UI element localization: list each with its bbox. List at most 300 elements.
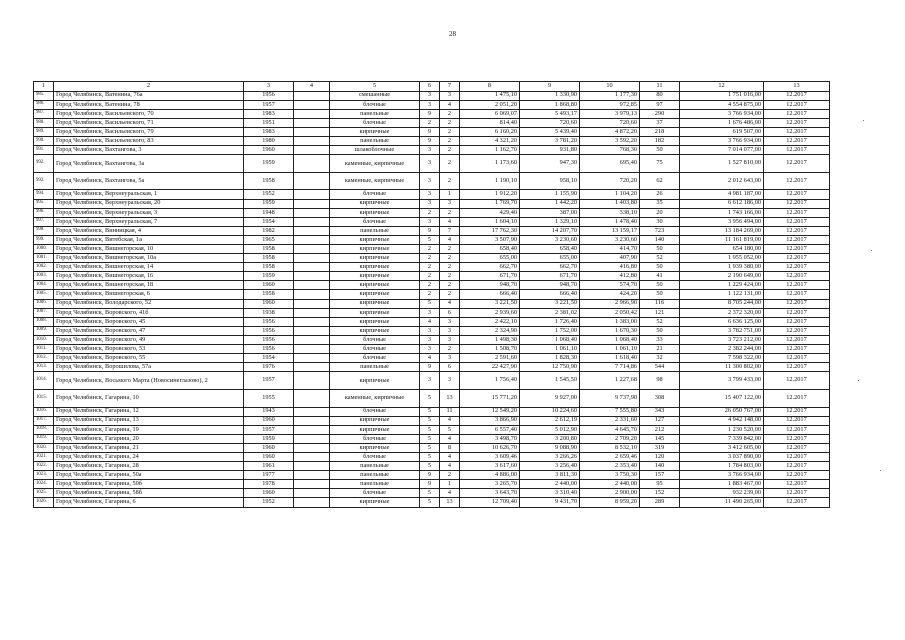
cell-address: Город Челябинск, Гагарина, 50б bbox=[54, 480, 244, 489]
cell-entrances: 2 bbox=[440, 254, 460, 263]
cell-address: Город Челябинск, Восьмого Марта (Новосинеглазово), 2 bbox=[54, 372, 244, 390]
cell-floors: 5 bbox=[420, 462, 440, 471]
cell-wall-material: кирпичные bbox=[330, 199, 420, 208]
cell-deadline: 12.2017 bbox=[764, 290, 830, 299]
cell-residential-area: 768,30 bbox=[580, 146, 640, 155]
cell-residents: 319 bbox=[640, 443, 680, 452]
cell-wall-material: блочные bbox=[330, 100, 420, 109]
cell-entrances: 2 bbox=[440, 137, 460, 146]
cell-deadline: 12.2017 bbox=[764, 155, 830, 173]
cell-address: Город Челябинск, Гагарина, 20 bbox=[54, 434, 244, 443]
cell-wall-material: блочные bbox=[330, 345, 420, 354]
column-number-13: 13 bbox=[764, 82, 830, 92]
cell-residents: 116 bbox=[640, 299, 680, 308]
cell-wall-material: панельные bbox=[330, 226, 420, 235]
cell-deadline: 12.2017 bbox=[764, 363, 830, 372]
cell-build-year: 1959 bbox=[244, 434, 294, 443]
cell-row-number: 1016. bbox=[34, 407, 54, 416]
cell-floors: 9 bbox=[420, 137, 440, 146]
cell-total-area: 4 886,00 bbox=[460, 471, 520, 480]
cell-build-year: 1955 bbox=[244, 389, 294, 407]
cell-address: Город Челябинск, Володарского, 52 bbox=[54, 299, 244, 308]
table-row bbox=[34, 190, 830, 199]
cell-wall-material: кирпичные bbox=[330, 299, 420, 308]
cell-address: Город Челябинск, Вишнегорская, 16 bbox=[54, 272, 244, 281]
cell-deadline: 12.2017 bbox=[764, 91, 830, 100]
table-row bbox=[34, 354, 830, 363]
cell-address: Город Челябинск, Верхнеуральская, 7 bbox=[54, 217, 244, 226]
cell-total-area: 666,40 bbox=[460, 290, 520, 299]
cell-total-area: 2 591,60 bbox=[460, 354, 520, 363]
cell-floors: 3 bbox=[420, 345, 440, 354]
cell-deadline: 12.2017 bbox=[764, 281, 830, 290]
table-row bbox=[34, 489, 830, 498]
cell-floors: 5 bbox=[420, 489, 440, 498]
cell-empty bbox=[294, 434, 330, 443]
cell-deadline: 12.2017 bbox=[764, 434, 830, 443]
cell-total-area: 1 173,60 bbox=[460, 155, 520, 173]
cell-living-area: 3 230,60 bbox=[520, 235, 580, 244]
cell-row-number: 1005. bbox=[34, 290, 54, 299]
cell-repair-cost: 1 784 803,00 bbox=[680, 462, 764, 471]
cell-floors: 3 bbox=[420, 91, 440, 100]
column-number-11: 11 bbox=[640, 82, 680, 92]
cell-row-number: 1021. bbox=[34, 452, 54, 461]
cell-floors: 3 bbox=[420, 335, 440, 344]
cell-repair-cost: 1 230 520,00 bbox=[680, 425, 764, 434]
cell-row-number: 1008. bbox=[34, 317, 54, 326]
cell-wall-material: блочные bbox=[330, 489, 420, 498]
cell-repair-cost: 1 939 380,00 bbox=[680, 263, 764, 272]
cell-residents: 62 bbox=[640, 172, 680, 190]
cell-entrances: 2 bbox=[440, 245, 460, 254]
cell-total-area: 671,70 bbox=[460, 272, 520, 281]
scan-speck bbox=[871, 250, 872, 251]
cell-empty bbox=[294, 471, 330, 480]
cell-total-area: 15 771,20 bbox=[460, 389, 520, 407]
cell-living-area: 1 726,40 bbox=[520, 317, 580, 326]
cell-residents: 75 bbox=[640, 155, 680, 173]
cell-wall-material: кирпичные bbox=[330, 290, 420, 299]
cell-residents: 140 bbox=[640, 462, 680, 471]
cell-living-area: 3 221,50 bbox=[520, 299, 580, 308]
cell-deadline: 12.2017 bbox=[764, 462, 830, 471]
cell-entrances: 6 bbox=[440, 363, 460, 372]
cell-address: Город Челябинск, Воровского, 47 bbox=[54, 326, 244, 335]
cell-entrances: 2 bbox=[440, 272, 460, 281]
cell-living-area: 387,00 bbox=[520, 208, 580, 217]
cell-build-year: 1957 bbox=[244, 100, 294, 109]
cell-empty bbox=[294, 372, 330, 390]
cell-repair-cost: 2 012 643,00 bbox=[680, 172, 764, 190]
cell-living-area: 671,70 bbox=[520, 272, 580, 281]
cell-total-area: 814,40 bbox=[460, 118, 520, 127]
cell-deadline: 12.2017 bbox=[764, 190, 830, 199]
cell-repair-cost: 2 190 649,00 bbox=[680, 272, 764, 281]
cell-row-number: 1007. bbox=[34, 308, 54, 317]
cell-repair-cost: 619 507,00 bbox=[680, 127, 764, 136]
cell-repair-cost: 3 723 212,00 bbox=[680, 335, 764, 344]
cell-living-area: 2 381,02 bbox=[520, 308, 580, 317]
cell-total-area: 3 265,70 bbox=[460, 480, 520, 489]
cell-living-area: 666,40 bbox=[520, 290, 580, 299]
cell-residential-area: 3 230,60 bbox=[580, 235, 640, 244]
cell-repair-cost: 11 300 802,00 bbox=[680, 363, 764, 372]
cell-address: Город Челябинск, Васильевского, 70 bbox=[54, 109, 244, 118]
table-row bbox=[34, 272, 830, 281]
cell-total-area: 3 221,50 bbox=[460, 299, 520, 308]
cell-floors: 3 bbox=[420, 372, 440, 390]
cell-residential-area: 2 440,00 bbox=[580, 480, 640, 489]
cell-residents: 52 bbox=[640, 254, 680, 263]
cell-empty bbox=[294, 317, 330, 326]
cell-empty bbox=[294, 290, 330, 299]
cell-living-area: 5 012,90 bbox=[520, 425, 580, 434]
cell-floors: 2 bbox=[420, 245, 440, 254]
cell-residents: 32 bbox=[640, 354, 680, 363]
cell-floors: 3 bbox=[420, 308, 440, 317]
cell-build-year: 1958 bbox=[244, 254, 294, 263]
cell-floors: 9 bbox=[420, 109, 440, 118]
cell-empty bbox=[294, 489, 330, 498]
cell-empty bbox=[294, 462, 330, 471]
cell-build-year: 1948 bbox=[244, 208, 294, 217]
cell-total-area: 3 617,60 bbox=[460, 462, 520, 471]
cell-address: Город Челябинск, Воровского, 41б bbox=[54, 308, 244, 317]
cell-wall-material: панельные bbox=[330, 462, 420, 471]
cell-wall-material: панельные bbox=[330, 137, 420, 146]
cell-floors: 5 bbox=[420, 434, 440, 443]
cell-entrances: 3 bbox=[440, 335, 460, 344]
page-number: 28 bbox=[449, 30, 456, 38]
column-number-6: 6 bbox=[420, 82, 440, 92]
cell-residents: 145 bbox=[640, 434, 680, 443]
cell-floors: 9 bbox=[420, 226, 440, 235]
cell-residential-area: 3 750,30 bbox=[580, 471, 640, 480]
cell-entrances: 13 bbox=[440, 389, 460, 407]
cell-build-year: 1983 bbox=[244, 109, 294, 118]
cell-repair-cost: 1 527 810,00 bbox=[680, 155, 764, 173]
cell-entrances: 5 bbox=[440, 425, 460, 434]
cell-repair-cost: 1 883 467,00 bbox=[680, 480, 764, 489]
cell-floors: 2 bbox=[420, 208, 440, 217]
cell-living-area: 958,10 bbox=[520, 172, 580, 190]
scan-speck bbox=[863, 120, 864, 121]
cell-entrances: 11 bbox=[440, 407, 460, 416]
cell-row-number: 995. bbox=[34, 199, 54, 208]
cell-floors: 2 bbox=[420, 290, 440, 299]
cell-repair-cost: 4 942 148,00 bbox=[680, 416, 764, 425]
cell-residents: 289 bbox=[640, 498, 680, 507]
cell-repair-cost: 4 981 187,00 bbox=[680, 190, 764, 199]
cell-address: Город Челябинск, Ватенина, 78 bbox=[54, 100, 244, 109]
cell-build-year: 1978 bbox=[244, 480, 294, 489]
cell-wall-material: каменные, кирпичные bbox=[330, 155, 420, 173]
table-row bbox=[34, 109, 830, 118]
cell-build-year: 1958 bbox=[244, 290, 294, 299]
cell-floors: 3 bbox=[420, 172, 440, 190]
cell-residential-area: 972,85 bbox=[580, 100, 640, 109]
cell-build-year: 1960 bbox=[244, 443, 294, 452]
cell-build-year: 1951 bbox=[244, 118, 294, 127]
cell-floors: 9 bbox=[420, 480, 440, 489]
table-row bbox=[34, 326, 830, 335]
cell-total-area: 948,70 bbox=[460, 281, 520, 290]
cell-wall-material: панельные bbox=[330, 363, 420, 372]
cell-floors: 3 bbox=[420, 155, 440, 173]
table-row bbox=[34, 254, 830, 263]
cell-address: Город Челябинск, Воровского, 45 bbox=[54, 317, 244, 326]
cell-build-year: 1960 bbox=[244, 416, 294, 425]
cell-residents: 120 bbox=[640, 452, 680, 461]
cell-total-area: 3 609,46 bbox=[460, 452, 520, 461]
cell-row-number: 1026. bbox=[34, 498, 54, 507]
cell-row-number: 1014. bbox=[34, 372, 54, 390]
cell-living-area: 1 828,30 bbox=[520, 354, 580, 363]
column-number-7: 7 bbox=[440, 82, 460, 92]
cell-deadline: 12.2017 bbox=[764, 452, 830, 461]
cell-repair-cost: 7 014 077,00 bbox=[680, 146, 764, 155]
cell-total-area: 3 643,70 bbox=[460, 489, 520, 498]
cell-living-area: 1 068,40 bbox=[520, 335, 580, 344]
cell-living-area: 948,70 bbox=[520, 281, 580, 290]
cell-residents: 343 bbox=[640, 407, 680, 416]
cell-repair-cost: 2 382 244,00 bbox=[680, 345, 764, 354]
cell-total-area: 2 939,60 bbox=[460, 308, 520, 317]
cell-empty bbox=[294, 389, 330, 407]
cell-residents: 20 bbox=[640, 208, 680, 217]
table-row bbox=[34, 226, 830, 235]
cell-total-area: 1 604,10 bbox=[460, 217, 520, 226]
cell-living-area: 931,80 bbox=[520, 146, 580, 155]
cell-empty bbox=[294, 354, 330, 363]
cell-row-number: 986. bbox=[34, 100, 54, 109]
cell-build-year: 1957 bbox=[244, 372, 294, 390]
cell-floors: 5 bbox=[420, 416, 440, 425]
cell-empty bbox=[294, 146, 330, 155]
table-row bbox=[34, 462, 830, 471]
cell-wall-material: кирпичные bbox=[330, 127, 420, 136]
cell-row-number: 1018. bbox=[34, 425, 54, 434]
cell-deadline: 12.2017 bbox=[764, 235, 830, 244]
cell-address: Город Челябинск, Гагарина, 28 bbox=[54, 462, 244, 471]
cell-repair-cost: 7 339 842,00 bbox=[680, 434, 764, 443]
cell-empty bbox=[294, 208, 330, 217]
cell-repair-cost: 3 782 751,00 bbox=[680, 326, 764, 335]
cell-empty bbox=[294, 172, 330, 190]
cell-floors: 9 bbox=[420, 471, 440, 480]
cell-entrances: 2 bbox=[440, 127, 460, 136]
cell-entrances: 2 bbox=[440, 345, 460, 354]
cell-residential-area: 8 532,10 bbox=[580, 443, 640, 452]
cell-address: Город Челябинск, Вахтангова, 3 bbox=[54, 146, 244, 155]
cell-living-area: 1 752,00 bbox=[520, 326, 580, 335]
cell-deadline: 12.2017 bbox=[764, 272, 830, 281]
cell-build-year: 1956 bbox=[244, 326, 294, 335]
cell-empty bbox=[294, 217, 330, 226]
cell-entrances: 2 bbox=[440, 155, 460, 173]
cell-address: Город Челябинск, Вахтангова, 5а bbox=[54, 172, 244, 190]
cell-address: Город Челябинск, Вахтангова, 3а bbox=[54, 155, 244, 173]
cell-residential-area: 1 177,30 bbox=[580, 91, 640, 100]
cell-empty bbox=[294, 155, 330, 173]
cell-entrances: 7 bbox=[440, 226, 460, 235]
cell-repair-cost: 26 050 767,00 bbox=[680, 407, 764, 416]
cell-residents: 50 bbox=[640, 245, 680, 254]
table-row bbox=[34, 281, 830, 290]
cell-deadline: 12.2017 bbox=[764, 263, 830, 272]
cell-floors: 5 bbox=[420, 389, 440, 407]
cell-living-area: 658,40 bbox=[520, 245, 580, 254]
cell-entrances: 2 bbox=[440, 118, 460, 127]
cell-residential-area: 412,80 bbox=[580, 272, 640, 281]
cell-entrances: 3 bbox=[440, 317, 460, 326]
cell-deadline: 12.2017 bbox=[764, 299, 830, 308]
cell-deadline: 12.2017 bbox=[764, 109, 830, 118]
cell-entrances: 3 bbox=[440, 199, 460, 208]
cell-build-year: 1982 bbox=[244, 226, 294, 235]
cell-residential-area: 2 709,20 bbox=[580, 434, 640, 443]
cell-empty bbox=[294, 254, 330, 263]
cell-address: Город Челябинск, Ворошилова, 57а bbox=[54, 363, 244, 372]
cell-total-area: 429,40 bbox=[460, 208, 520, 217]
cell-total-area: 3 866,90 bbox=[460, 416, 520, 425]
table-row bbox=[34, 146, 830, 155]
table-row bbox=[34, 172, 830, 190]
cell-residents: 80 bbox=[640, 91, 680, 100]
cell-floors: 5 bbox=[420, 425, 440, 434]
cell-living-area: 12 750,90 bbox=[520, 363, 580, 372]
cell-residents: 212 bbox=[640, 425, 680, 434]
cell-floors: 2 bbox=[420, 254, 440, 263]
cell-repair-cost: 3 037 890,00 bbox=[680, 452, 764, 461]
cell-wall-material: панельные bbox=[330, 471, 420, 480]
column-number-3: 3 bbox=[244, 82, 294, 92]
cell-repair-cost: 15 407 122,00 bbox=[680, 389, 764, 407]
cell-address: Город Челябинск, Гагарина, 19 bbox=[54, 425, 244, 434]
cell-living-area: 2 440,00 bbox=[520, 480, 580, 489]
cell-empty bbox=[294, 272, 330, 281]
cell-address: Город Челябинск, Винницкая, 4 bbox=[54, 226, 244, 235]
cell-row-number: 1006. bbox=[34, 299, 54, 308]
cell-wall-material: кирпичные bbox=[330, 308, 420, 317]
cell-address: Город Челябинск, Гагарина, 24 bbox=[54, 452, 244, 461]
cell-residents: 33 bbox=[640, 335, 680, 344]
cell-residents: 157 bbox=[640, 471, 680, 480]
cell-residential-area: 1 068,40 bbox=[580, 335, 640, 344]
cell-entrances: 2 bbox=[440, 109, 460, 118]
column-number-8: 8 bbox=[460, 82, 520, 92]
cell-residential-area: 1 061,10 bbox=[580, 345, 640, 354]
cell-floors: 9 bbox=[420, 127, 440, 136]
cell-entrances: 4 bbox=[440, 100, 460, 109]
table-row bbox=[34, 299, 830, 308]
cell-total-area: 12 549,20 bbox=[460, 407, 520, 416]
cell-living-area: 662,70 bbox=[520, 263, 580, 272]
cell-build-year: 1952 bbox=[244, 190, 294, 199]
cell-total-area: 2 051,20 bbox=[460, 100, 520, 109]
cell-deadline: 12.2017 bbox=[764, 137, 830, 146]
cell-build-year: 1960 bbox=[244, 452, 294, 461]
cell-total-area: 655,00 bbox=[460, 254, 520, 263]
cell-empty bbox=[294, 226, 330, 235]
cell-wall-material: каменные, кирпичные bbox=[330, 389, 420, 407]
cell-living-area: 1 868,80 bbox=[520, 100, 580, 109]
cell-entrances: 4 bbox=[440, 235, 460, 244]
cell-wall-material: блочные bbox=[330, 217, 420, 226]
cell-build-year: 1983 bbox=[244, 127, 294, 136]
table-row bbox=[34, 389, 830, 407]
cell-row-number: 987. bbox=[34, 109, 54, 118]
cell-residential-area: 695,40 bbox=[580, 155, 640, 173]
cell-empty bbox=[294, 100, 330, 109]
cell-wall-material: блочные bbox=[330, 407, 420, 416]
cell-empty bbox=[294, 363, 330, 372]
cell-repair-cost: 654 180,00 bbox=[680, 245, 764, 254]
cell-floors: 3 bbox=[420, 326, 440, 335]
cell-total-area: 1 162,70 bbox=[460, 146, 520, 155]
cell-wall-material: кирпичные bbox=[330, 281, 420, 290]
table-row bbox=[34, 199, 830, 208]
cell-empty bbox=[294, 498, 330, 507]
cell-living-area: 1 545,50 bbox=[520, 372, 580, 390]
cell-residential-area: 2 659,46 bbox=[580, 452, 640, 461]
cell-residents: 21 bbox=[640, 345, 680, 354]
cell-deadline: 12.2017 bbox=[764, 345, 830, 354]
cell-residential-area: 720,60 bbox=[580, 118, 640, 127]
cell-floors: 5 bbox=[420, 443, 440, 452]
cell-row-number: 996. bbox=[34, 208, 54, 217]
cell-residential-area: 2 900,00 bbox=[580, 489, 640, 498]
cell-residential-area: 416,80 bbox=[580, 263, 640, 272]
cell-address: Город Челябинск, Верхнеуральская, 1 bbox=[54, 190, 244, 199]
cell-residents: 127 bbox=[640, 416, 680, 425]
cell-address: Город Челябинск, Воровского, 49 bbox=[54, 335, 244, 344]
cell-total-area: 1 912,20 bbox=[460, 190, 520, 199]
table-row bbox=[34, 217, 830, 226]
cell-entrances: 4 bbox=[440, 452, 460, 461]
cell-wall-material: кирпичные bbox=[330, 208, 420, 217]
cell-living-area: 3 266,26 bbox=[520, 452, 580, 461]
cell-floors: 2 bbox=[420, 118, 440, 127]
cell-residents: 50 bbox=[640, 326, 680, 335]
cell-build-year: 1956 bbox=[244, 335, 294, 344]
cell-total-area: 6 160,20 bbox=[460, 127, 520, 136]
cell-deadline: 12.2017 bbox=[764, 172, 830, 190]
cell-repair-cost: 3 956 494,00 bbox=[680, 217, 764, 226]
cell-deadline: 12.2017 bbox=[764, 118, 830, 127]
cell-deadline: 12.2017 bbox=[764, 480, 830, 489]
cell-wall-material: кирпичные bbox=[330, 235, 420, 244]
cell-build-year: 1961 bbox=[244, 462, 294, 471]
table-row bbox=[34, 290, 830, 299]
cell-repair-cost: 1 676 486,00 bbox=[680, 118, 764, 127]
cell-residential-area: 1 383,00 bbox=[580, 317, 640, 326]
cell-address: Город Челябинск, Ватенина, 76а bbox=[54, 91, 244, 100]
table-row bbox=[34, 434, 830, 443]
cell-residential-area: 720,20 bbox=[580, 172, 640, 190]
cell-living-area: 1 329,10 bbox=[520, 217, 580, 226]
cell-wall-material: кирпичные bbox=[330, 416, 420, 425]
cell-row-number: 1004. bbox=[34, 281, 54, 290]
cell-row-number: 1015. bbox=[34, 389, 54, 407]
cell-floors: 3 bbox=[420, 146, 440, 155]
cell-row-number: 1024. bbox=[34, 480, 54, 489]
cell-repair-cost: 6 636 125,00 bbox=[680, 317, 764, 326]
cell-repair-cost: 3 766 934,00 bbox=[680, 109, 764, 118]
cell-empty bbox=[294, 407, 330, 416]
cell-entrances: 2 bbox=[440, 172, 460, 190]
